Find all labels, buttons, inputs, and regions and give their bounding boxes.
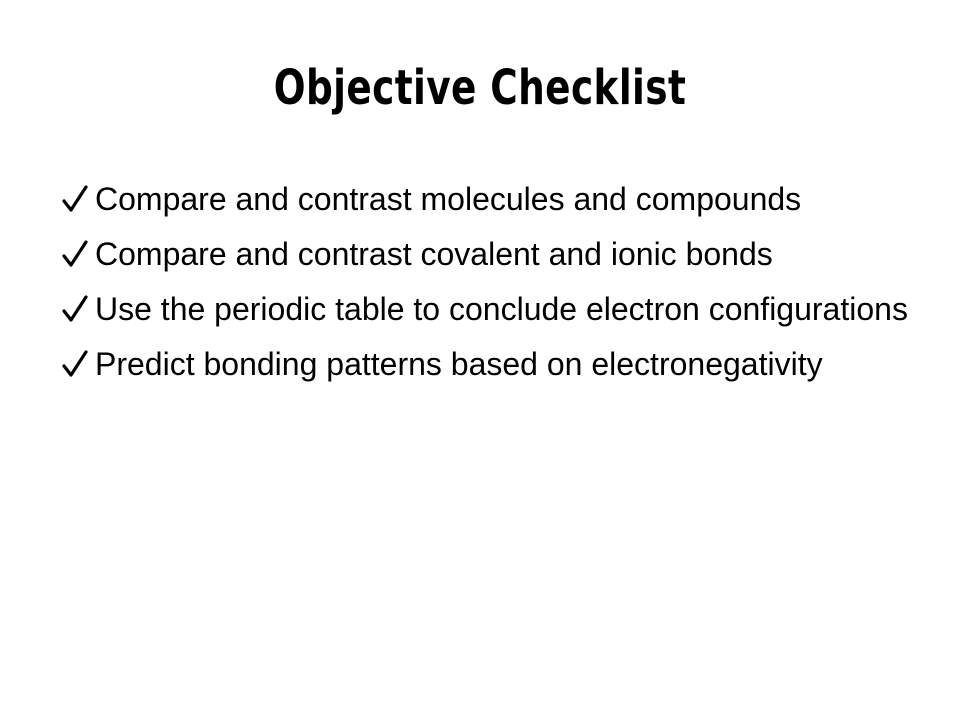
checkmark-icon: [62, 289, 88, 329]
checklist-item-text: Compare and contrast molecules and compounds: [95, 181, 802, 217]
checklist-item: [62, 287, 922, 332]
checklist-item-text: Predict bonding patterns based on electronegativity: [95, 346, 823, 382]
checklist-item: [62, 232, 922, 277]
checkmark-icon: [62, 179, 88, 219]
checklist-item: [62, 177, 922, 222]
checkmark-icon: [62, 344, 88, 384]
checkmark-icon: [62, 234, 88, 274]
objective-checklist: [62, 177, 922, 397]
slide-title: Objective Checklist: [273, 60, 687, 116]
checklist-item-text: Compare and contrast covalent and ionic bonds: [95, 236, 773, 272]
checklist-item-text: Use the periodic table to conclude electron configurations: [95, 291, 908, 327]
checklist-item: [62, 342, 922, 387]
